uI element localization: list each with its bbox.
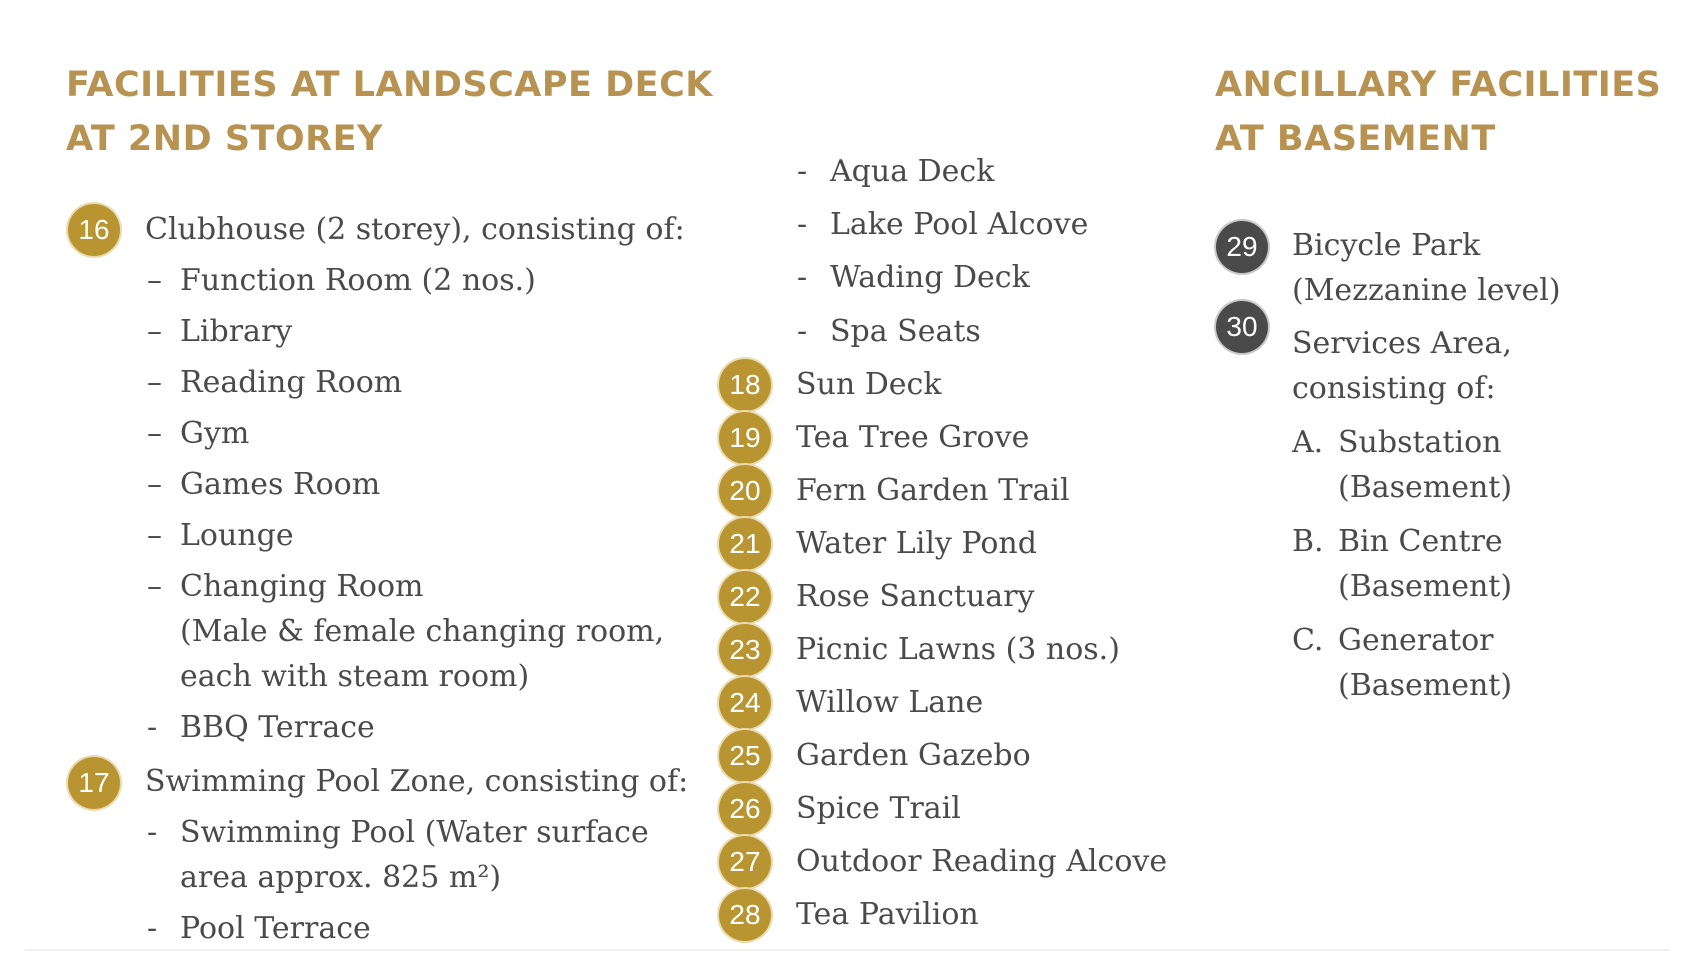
item-water-lily-pond: Water Lily Pond xyxy=(796,526,1037,561)
landscape-deck-heading xyxy=(66,58,713,166)
services-subitem-bin-centre: Bin Centre xyxy=(1338,524,1503,559)
dash-marker: - xyxy=(797,207,808,242)
services-subitem-generator: Generator xyxy=(1338,623,1494,658)
services-subitem-bin-centre-note: (Basement) xyxy=(1338,569,1513,604)
item-services-area-line2: consisting of: xyxy=(1292,371,1496,406)
item-bicycle-park-line1: Bicycle Park xyxy=(1292,228,1481,263)
changing-room-note-line1: (Male & female changing room, xyxy=(180,614,665,649)
dash-marker: – xyxy=(147,467,162,502)
item-number-badge-24: 24 xyxy=(719,677,771,729)
item-tea-tree-grove: Tea Tree Grove xyxy=(796,420,1030,455)
clubhouse-subitem-library: Library xyxy=(180,314,293,349)
item-number-badge-20: 20 xyxy=(719,465,771,517)
item-number-badge-30: 30 xyxy=(1216,301,1268,353)
services-subitem-generator-note: (Basement) xyxy=(1338,668,1513,703)
dash-marker: - xyxy=(147,911,158,946)
dash-marker: – xyxy=(147,518,162,553)
pool-subitem-spa-seats: Spa Seats xyxy=(830,314,981,349)
item-services-area-line1: Services Area, xyxy=(1292,326,1512,361)
clubhouse-subitem-bbq-terrace: BBQ Terrace xyxy=(180,710,375,745)
basement-heading xyxy=(1215,58,1661,166)
item-spice-trail: Spice Trail xyxy=(796,791,961,826)
item-number-badge-23: 23 xyxy=(719,624,771,676)
item-number-badge-22: 22 xyxy=(719,571,771,623)
pool-subitem-aqua-deck: Aqua Deck xyxy=(830,154,995,189)
item-number-badge-26: 26 xyxy=(719,783,771,835)
bottom-divider xyxy=(25,949,1670,951)
clubhouse-subitem-gym: Gym xyxy=(180,416,250,451)
pool-subitem-lake-pool-alcove: Lake Pool Alcove xyxy=(830,207,1089,242)
item-tea-pavilion: Tea Pavilion xyxy=(796,897,979,932)
pool-subitem-wading-deck: Wading Deck xyxy=(830,260,1030,295)
pool-subitem-pool-terrace: Pool Terrace xyxy=(180,911,371,946)
item-number-badge-17: 17 xyxy=(68,757,120,809)
item-picnic-lawns: Picnic Lawns (3 nos.) xyxy=(796,632,1120,667)
services-subitem-marker-a: A. xyxy=(1292,425,1324,460)
services-subitem-marker-b: B. xyxy=(1292,524,1324,559)
item-number-badge-28: 28 xyxy=(719,889,771,941)
item-sun-deck: Sun Deck xyxy=(796,367,942,402)
item-number-badge-29: 29 xyxy=(1216,221,1268,273)
landscape-deck-heading-line1: FACILITIES AT LANDSCAPE DECK xyxy=(66,65,713,105)
dash-marker: - xyxy=(147,710,158,745)
item-garden-gazebo: Garden Gazebo xyxy=(796,738,1031,773)
dash-marker: – xyxy=(147,569,162,604)
item-number-badge-18: 18 xyxy=(719,359,771,411)
item-bicycle-park-line2: (Mezzanine level) xyxy=(1292,273,1561,308)
clubhouse-subitem-reading-room: Reading Room xyxy=(180,365,403,400)
dash-marker: - xyxy=(797,260,808,295)
dash-marker: – xyxy=(147,314,162,349)
dash-marker: - xyxy=(147,815,158,850)
dash-marker: – xyxy=(147,416,162,451)
services-subitem-marker-c: C. xyxy=(1292,623,1324,658)
item-willow-lane: Willow Lane xyxy=(796,685,984,720)
clubhouse-subitem-function-room: Function Room (2 nos.) xyxy=(180,263,536,298)
clubhouse-subitem-changing-room: Changing Room xyxy=(180,569,424,604)
item-number-badge-16: 16 xyxy=(68,204,120,256)
item-fern-garden-trail: Fern Garden Trail xyxy=(796,473,1070,508)
clubhouse-subitem-games-room: Games Room xyxy=(180,467,381,502)
dash-marker: – xyxy=(147,365,162,400)
item-17-title: Swimming Pool Zone, consisting of: xyxy=(145,764,689,799)
basement-heading-line2: AT BASEMENT xyxy=(1215,119,1496,159)
services-subitem-substation: Substation xyxy=(1338,425,1502,460)
changing-room-note-line2: each with steam room) xyxy=(180,659,530,694)
item-number-badge-27: 27 xyxy=(719,836,771,888)
services-subitem-substation-note: (Basement) xyxy=(1338,470,1513,505)
item-outdoor-reading-alcove: Outdoor Reading Alcove xyxy=(796,844,1168,879)
pool-subitem-swimming-pool-line1: Swimming Pool (Water surface xyxy=(180,815,649,850)
item-number-badge-21: 21 xyxy=(719,518,771,570)
landscape-deck-heading-line2: AT 2ND STOREY xyxy=(66,119,383,159)
item-rose-sanctuary: Rose Sanctuary xyxy=(796,579,1035,614)
item-16-title: Clubhouse (2 storey), consisting of: xyxy=(145,212,685,247)
item-number-badge-19: 19 xyxy=(719,412,771,464)
item-number-badge-25: 25 xyxy=(719,730,771,782)
dash-marker: - xyxy=(797,154,808,189)
dash-marker: - xyxy=(797,314,808,349)
dash-marker: – xyxy=(147,263,162,298)
basement-heading-line1: ANCILLARY FACILITIES xyxy=(1215,65,1662,105)
pool-subitem-swimming-pool-line2: area approx. 825 m²) xyxy=(180,860,502,895)
clubhouse-subitem-lounge: Lounge xyxy=(180,518,294,553)
